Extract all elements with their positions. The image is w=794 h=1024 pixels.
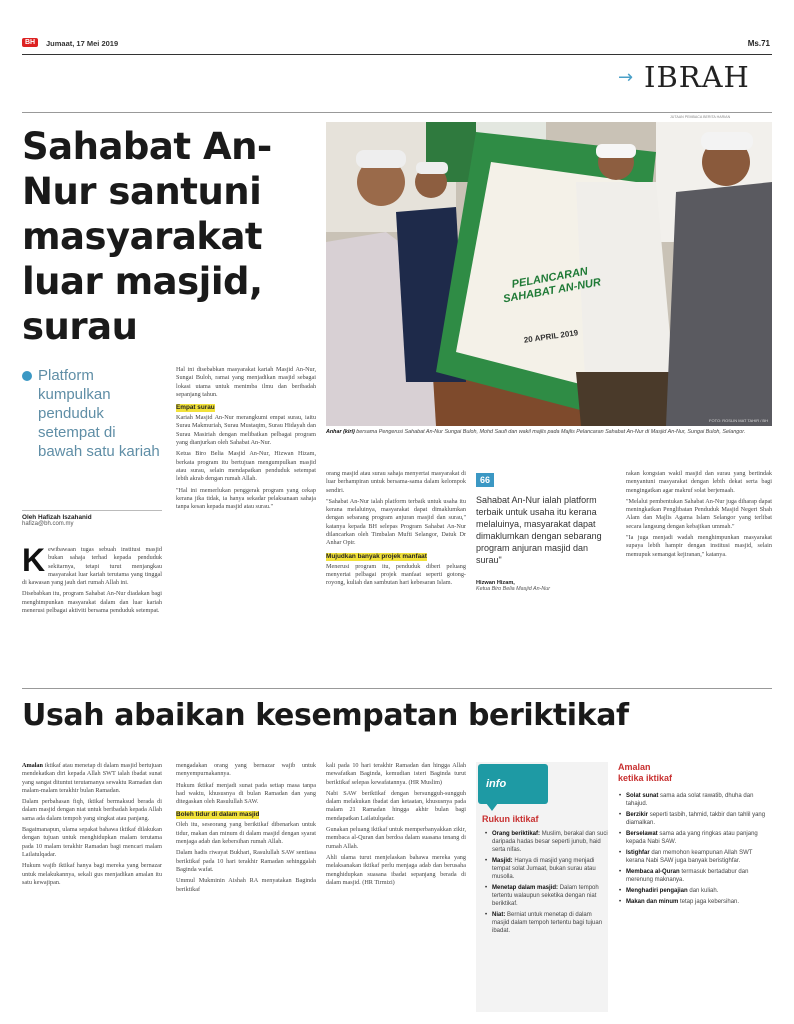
caption-text: bersama Pengerusi Sahabat An-Nur Sungai Buloh, Mohd Saufi dan wakil majlis pada Majlis Pelancaran Sahabat An-Nur di Masjid An-Nur, Sungai Buloh, Selangor. — [356, 429, 746, 435]
quote-person-name: Hizwan Hizam, — [476, 580, 515, 586]
item-term: Masjid: — [492, 858, 513, 864]
item-desc: dan memohon keampunan Allah SWT kerana Nabi SAW juga banyak beristighfar. — [626, 850, 753, 864]
photo-banner-title: PELANCARAN SAHABAT AN-NUR — [502, 265, 602, 306]
section-name: IBRAH — [644, 60, 750, 94]
article1-paragraph: "Hal ini memerlukan penggerak program yang cekap kerana jika tidak, ia hanya sekadar pelaksanaan sahaja tanpa kesan kepada masjid atau surau." — [176, 486, 316, 511]
article2-paragraph: Dalam hadis riwayat Bukhari, Rasulullah SAW sentiasa beriktikaf pada 10 hari terakhir Ramadan sehinggalah Baginda wafat. — [176, 849, 316, 873]
article2-column-1 — [22, 762, 162, 1012]
item-desc: Hanya di masjid yang menjadi tempat solat Jumaat, bukan surau atau musolla. — [492, 858, 596, 880]
article1-paragraph: Menerusi program itu, penduduk diberi peluang menyertai pelbagai projek manfaat seperti gotong-royong, kuliah dan sambutan hari kebesaran Islam. — [326, 562, 466, 587]
box-title: Rukun iktikaf — [482, 814, 539, 824]
item-desc: Dalam tempoh tertentu walaupun seketika dengan niat beriktikaf. — [492, 885, 599, 907]
item-desc: Berniat untuk menetap di dalam masjid dalam tempoh tertentu bagi tujuan ibadat. — [492, 912, 603, 934]
header-rule — [22, 54, 772, 55]
speech-tail-icon — [486, 803, 498, 811]
subheading: Empat surau — [176, 404, 215, 412]
item-desc: seperti tasbih, tahmid, takbir dan tahlil yang diamalkan. — [626, 812, 766, 826]
amalan-box — [618, 762, 772, 1012]
article1-paragraph: orang masjid atau surau sahaja menyertai masyarakat di luar berhampiran untuk bersama-sama dalam kelompok sendiri. — [326, 470, 466, 494]
info-badge — [478, 764, 548, 804]
article2-paragraph: Oleh itu, seseorang yang beriktikaf dibenarkan untuk tidur, makan dan minum di dalam masjid dengan syarat menjaga adab dan kebersihan rumah Allah. — [176, 821, 316, 846]
byline-name: Oleh Hafizah Iszahanid — [22, 514, 92, 521]
photo-banner-date: 20 APRIL 2019 — [523, 328, 579, 345]
quote-block — [476, 470, 606, 592]
article-divider — [22, 688, 772, 689]
article2-paragraph: Ummul Mukminin Aishah RA menyatakan Baginda beriktikaf — [176, 877, 316, 893]
article2-paragraph: Dalam perbahasan fiqh, iktikaf bermaksud berada di dalam masjid dengan niat untuk beribadah kepada Allah sama ada dalam tempoh yang singkat atau panjang. — [22, 798, 162, 822]
article1-paragraph: Disebabkan itu, program Sahabat An-Nur diadakan bagi menghimpunkan masyarakat dalam dan luar kariah menerusi pelbagai aktiviti bersama penduduk setempat. — [22, 590, 162, 615]
list-item — [492, 884, 610, 908]
article1-column-3 — [326, 470, 466, 678]
article2-paragraph — [22, 762, 162, 795]
list-item — [626, 898, 768, 906]
item-term: Berselawat — [626, 831, 658, 837]
caption-name: Anhar (kiri) — [326, 429, 355, 435]
subheading: Boleh tidur di dalam masjid — [176, 811, 260, 819]
tagline: JUTAAN PEMBACA BERITA HARIAN — [670, 115, 731, 119]
subheading: Mujudkan banyak projek manfaat — [326, 552, 427, 560]
article2-paragraph: Bagaimanapun, ulama sepakat bahawa iktikaf dilakukan dengan tujuan untuk menghidupkan malam terutama pada 10 malam terakhir Ramadan bagi mencari malam Lailatulqadar. — [22, 826, 162, 858]
article2-paragraph: mengadakan orang yang bernazar wajib untuk menyempurnakannya. — [176, 762, 316, 778]
list-item — [626, 849, 768, 865]
item-desc: dan kuliah. — [689, 888, 719, 894]
article2-paragraph: Hukum wajib iktikaf hanya bagi mereka yang bernazar untuk melakukannya, sekali gus menjadikan amalan itu satu kewajipan. — [22, 862, 162, 886]
item-term: Menetap dalam masjid: — [492, 885, 559, 891]
section-rule — [22, 112, 772, 113]
amalan-title-line1: Amalan — [618, 762, 651, 772]
article1-paragraph: rakan kongsian wakil masjid dan surau yang bertindak menyantuni masyarakat dengan lebih dekat serta bagi mengingatkan agar makruf solat berjemaah. — [626, 470, 772, 494]
article1-paragraph: "Melalui pembentukan Sahabat An-Nur juga diharap dapat meningkatkan Penglibatan Penduduk Masjid Negeri Shah Alam dan Majlis Agama Islam Selangor yang terlibat secara langsung dengan kebajikan ummah." — [626, 497, 772, 530]
article2-paragraph: Gunakan peluang iktikaf untuk memperbanyakkan zikir, membaca al-Quran dan berdoa dalam suasana tenang di rumah Allah. — [326, 826, 466, 850]
article1-column-2 — [176, 366, 316, 678]
article2-paragraph: Ahli ulama turut menjelaskan bahawa mereka yang melaksanakan iktikaf perlu menjaga adab dan berusaha menghidupkan suasana ibadat sepanjang berada di dalam masjid. (HR Tirmizi) — [326, 853, 466, 886]
list-item — [626, 830, 768, 846]
rukun-iktikaf-box — [476, 762, 608, 1012]
pull-quote — [22, 366, 162, 461]
amalan-list — [618, 792, 768, 906]
item-desc: sama ada solat rawatib, dhuha dan tahajud. — [626, 793, 754, 807]
photo-caption — [326, 429, 772, 436]
list-item — [626, 792, 768, 808]
item-term: Menghadiri pengajian — [626, 888, 688, 894]
page-number: Ms.71 — [747, 39, 770, 48]
quote-icon: 66 — [476, 473, 494, 487]
article2-headline: Usah abaikan kesempatan beriktikaf — [22, 698, 629, 733]
section-badge: BH — [22, 38, 38, 47]
section-title — [618, 60, 770, 94]
list-item — [492, 830, 610, 854]
quote-text: Sahabat An-Nur ialah platform terbaik untuk usaha itu kerana melaluinya, masyarakat dapat dimaklumkan dengan sebarang program anjuran masjid dan surau" — [476, 495, 602, 565]
article-headline: Sahabat An-Nur santuni masyarakat luar masjid, surau — [22, 125, 272, 348]
article1-paragraph: Hal ini disebabkan masyarakat kariah Masjid An-Nur, Sungai Buloh, ramai yang menjadikan masjid sebagai lokasi utama untuk menimba ilmu dan beribadah sepanjang tahun. — [176, 366, 316, 398]
paragraph-text: iktikaf atau menetap di dalam masjid bertujuan mendekatkan diri kepada Allah SWT ialah ibadat sunat yang sangat dituntut terutamanya sewaktu Ramadan dan malam-malam terakhir bulan Ramadan. — [22, 762, 162, 794]
photo-credit: FOTO: ROSLIN MAT TAHIR / BH — [709, 418, 768, 423]
article1-paragraph: Ketua Biro Belia Masjid An-Nur, Hizwan Hizam, berkata program itu bertujuan mengumpulkan masjid atau surau, selain mendapatkan penduduk setempat lebih akrab dengan rumah Allah. — [176, 450, 316, 483]
list-item — [492, 857, 610, 881]
article-photo — [326, 122, 772, 426]
article1-paragraph: "Ia juga menjadi wadah menghimpunkan masyarakat supaya lebih hampir dengan institusi masjid, selain memupuk semangat kejiranan," katanya. — [626, 534, 772, 558]
article1-paragraph: "Sahabat An-Nur ialah platform terbaik untuk usaha itu kerana melaluinya, masyarakat dapat dimaklumkan dengan sebarang program anjuran masjid dan surau," katanya kepada BH selepas Program Sahabat An-Nur dilancarkan oleh Timbalan Mufti Selangor, Datuk Dr Anhar Opir. — [326, 497, 466, 547]
rukun-list — [484, 830, 610, 938]
list-item — [626, 811, 768, 827]
item-desc: Muslim, berakal dan suci daripada hadas besar seperti junub, haid serta nifas. — [492, 831, 608, 853]
article1-column-5 — [626, 470, 772, 678]
article2-paragraph: kali pada 10 hari terakhir Ramadan dan hingga Allah mewafatkan Baginda, kemudian isteri Baginda turut beriktikaf selepas kewafatannya. (HR Muslim) — [326, 762, 466, 786]
issue-date: Jumaat, 17 Mei 2019 — [46, 39, 119, 48]
byline-email: hafiza@bh.com.my — [22, 521, 74, 527]
list-item — [626, 868, 768, 884]
article2-paragraph: Hukum iktikaf menjadi sunat pada setiap masa tanpa had waktu, khususnya di bulan Ramadan dan yang ditegaskan oleh Rasulullah SAW. — [176, 781, 316, 806]
item-term: Niat: — [492, 912, 506, 918]
item-term: Solat sunat — [626, 793, 659, 799]
article1-column-1 — [22, 546, 162, 676]
list-item — [492, 911, 610, 935]
article2-column-3 — [326, 762, 466, 1012]
article1-paragraph: Kariah Masjid An-Nur merangkumi empat surau, iaitu Surau Makmuriah, Surau Mustaqim, Surau Hidayah dan Surau Masiriah dengan melibatkan pelbagai program yang dianjurkan oleh Sahabat An-Nur. — [176, 414, 316, 447]
byline-rule — [22, 510, 162, 511]
info-badge-text: info — [486, 778, 507, 790]
lead-word: Amalan — [22, 762, 43, 769]
item-desc: sama ada yang ringkas atau panjang kepada Nabi SAW. — [626, 831, 758, 845]
list-item — [626, 887, 768, 895]
arrow-right-icon: → — [618, 67, 634, 88]
article2-column-2 — [176, 762, 316, 1012]
item-desc: termasuk bertadabur dan merenung maknanya. — [626, 869, 749, 883]
item-term: Berzikir — [626, 812, 649, 818]
article1-paragraph: ewibawaan tugas sebuah institusi masjid bukan sahaja terhad kepada penduduk sekitarnya, tetapi turut menjangkau masyarakat luar kariah terutama yang tinggal di kawasan yang jauh dari rumah Allah ini. — [22, 546, 162, 587]
article2-paragraph: Nabi SAW beriktikaf dengan bersungguh-sungguh dalam melakukan ibadat dan ketaatan, khususnya pada malam 21 Ramadan hingga akhir bulan bagi mendapatkan Lailatulqadar. — [326, 789, 466, 822]
pull-quote-text: Platform kumpulkan penduduk setempat di bawah satu kariah — [38, 367, 160, 460]
bullet-circle-icon — [22, 371, 32, 381]
drop-cap: K — [22, 546, 46, 578]
item-term: Membaca al-Quran — [626, 869, 680, 875]
item-desc: tetap jaga kebersihan. — [680, 899, 740, 905]
quote-person-title: Ketua Biro Belia Masjid An-Nur — [476, 586, 551, 592]
page-header — [22, 38, 772, 52]
item-term: Makan dan minum — [626, 899, 679, 905]
byline — [22, 514, 162, 527]
item-term: Istighfar — [626, 850, 650, 856]
item-term: Orang beriktikaf: — [492, 831, 541, 837]
amalan-title — [618, 762, 772, 784]
amalan-title-line2: ketika iktikaf — [618, 773, 673, 783]
